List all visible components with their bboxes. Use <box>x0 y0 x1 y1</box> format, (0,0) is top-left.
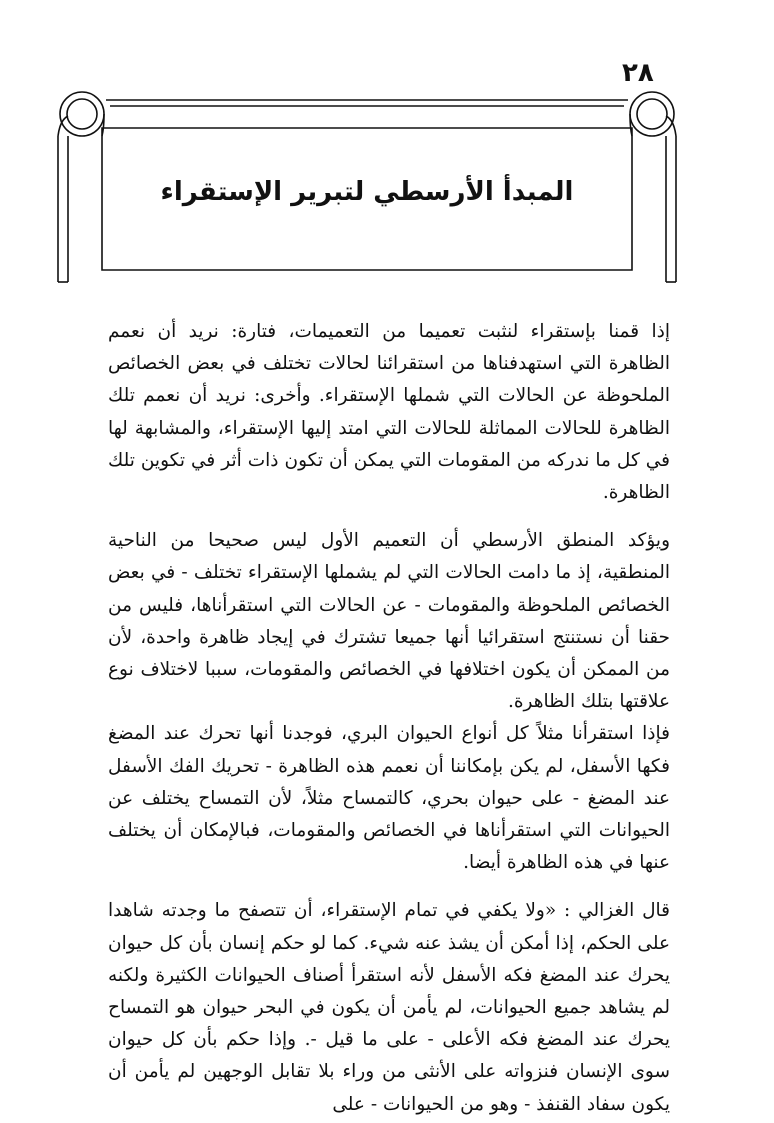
paragraph: إذا قمنا بإستقراء لنثبت تعميما من التعميمات، فتارة: نريد أن نعمم الظاهرة التي استهدفناها من استقرائنا لحالات تختلف في بعض الخصائص الملحوظة عن الحالات التي شملها الإستقراء. وأخرى: نريد أن نعمم تلك الظاهرة للحالات المماثلة للحالات التي امتد إليها الإستقراء، والمشابهة لها في كل ما ندركه من المقومات التي يمكن أن تكون ذات أثر في تكوين تلك الظاهرة. <box>108 321 670 504</box>
paragraph: ويؤكد المنطق الأرسطي أن التعميم الأول ليس صحيحا من الناحية المنطقية، إذ ما دامت الحالات التي لم يشملها الإستقراء تختلف - في بعض الخصائص الملحوظة والمقومات - عن الحالات التي استقرأناها، فليس من حقنا أن نستنتج استقرائيا أنها جميعا تشترك في إيجاد ظاهرة واحدة، لأن من الممكن أن يكون اختلافها في الخصائص والمقومات، سببا لاختلاف نوع علاقتها بتلك الظاهرة. <box>108 530 670 713</box>
body-text <box>108 316 670 1121</box>
page-number: ٢٨ <box>622 58 654 88</box>
chapter-title: المبدأ الأرسطي لتبرير الإستقراء <box>160 177 574 207</box>
title-frame <box>50 80 684 284</box>
paragraph: قال الغزالي : «ولا يكفي في تمام الإستقراء، أن تتصفح ما وجدته شاهدا على الحكم، إذا أمكن أن يشذ عنه شيء. كما لو حكم إنسان بأن كل حيوان يحرك عند المضغ فكه الأسفل لأنه استقرأ أصناف الحيوانات الكثيرة ولكنه لم يشاهد جميع الحيوانات، لم يأمن أن يكون في البحر حيوان هو التمساح يحرك عند المضغ فكه الأعلى - على ما قيل -. وإذا حكم بأن كل حيوان سوى الإنسان فنزواته على الأنثى من وراء بلا تقابل الوجهين لم يأمن أن يكون سفاد القنفذ - وهو من الحيوانات - على <box>108 900 670 1115</box>
paragraph: فإذا استقرأنا مثلاً كل أنواع الحيوان البري، فوجدنا أنها تحرك عند المضغ فكها الأسفل، لم يكن بإمكاننا أن نعمم هذه الظاهرة - تحريك الفك الأسفل عند المضغ - على حيوان بحري، كالتمساح مثلاً، لأن التمساح يختلف عن الحيوانات التي استقرأناها في الخصائص والمقومات، فبالإمكان أن يختلف عنها في هذه الظاهرة أيضا. <box>108 723 670 874</box>
